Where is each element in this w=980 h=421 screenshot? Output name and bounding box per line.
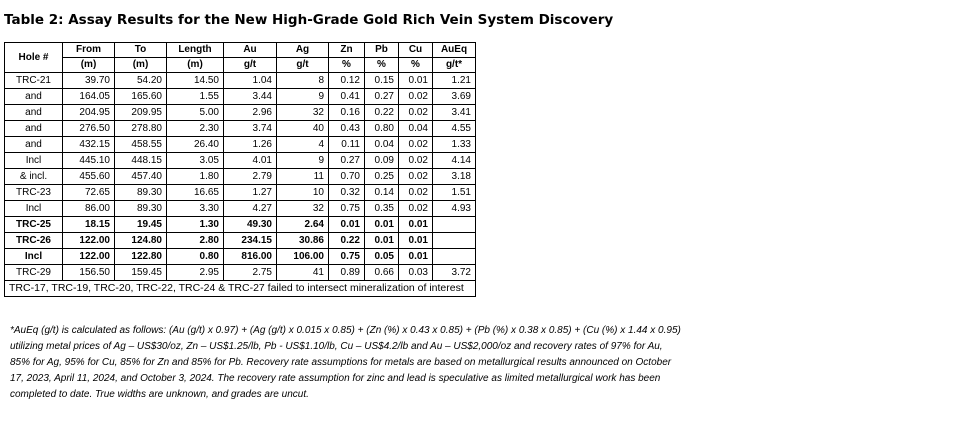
cell-from: 445.10: [63, 153, 115, 169]
cell-to: 89.30: [115, 185, 167, 201]
cell-zn: 0.75: [329, 249, 365, 265]
table-row: [5, 233, 476, 249]
cell-pb: 0.01: [365, 217, 399, 233]
cell-ag: 9: [277, 89, 329, 105]
cell-pb: 0.35: [365, 201, 399, 217]
cell-pb: 0.80: [365, 121, 399, 137]
cell-aueq: 1.33: [433, 137, 476, 153]
cell-to: 19.45: [115, 217, 167, 233]
footer-note: TRC-17, TRC-19, TRC-20, TRC-22, TRC-24 & TRC-27 failed to intersect mineralization of interest: [5, 281, 476, 297]
cell-length: 3.05: [167, 153, 224, 169]
header-hole: Hole #: [5, 43, 63, 73]
cell-cu: 0.03: [399, 265, 433, 281]
cell-length: 2.95: [167, 265, 224, 281]
cell-zn: 0.01: [329, 217, 365, 233]
header-ag: Ag: [277, 43, 329, 58]
cell-hole: and: [5, 121, 63, 137]
cell-to: 165.60: [115, 89, 167, 105]
cell-zn: 0.43: [329, 121, 365, 137]
cell-au: 3.44: [224, 89, 277, 105]
cell-au: 234.15: [224, 233, 277, 249]
cell-ag: 41: [277, 265, 329, 281]
cell-ag: 30.86: [277, 233, 329, 249]
cell-to: 122.80: [115, 249, 167, 265]
cell-from: 39.70: [63, 73, 115, 89]
cell-from: 156.50: [63, 265, 115, 281]
cell-cu: 0.02: [399, 89, 433, 105]
cell-hole: Incl: [5, 153, 63, 169]
cell-length: 16.65: [167, 185, 224, 201]
unit-to: (m): [115, 58, 167, 73]
cell-to: 458.55: [115, 137, 167, 153]
cell-pb: 0.01: [365, 233, 399, 249]
cell-hole: TRC-21: [5, 73, 63, 89]
table-title: Table 2: Assay Results for the New High-Grade Gold Rich Vein System Discovery: [4, 12, 614, 28]
cell-to: 89.30: [115, 201, 167, 217]
cell-aueq: 1.21: [433, 73, 476, 89]
cell-pb: 0.27: [365, 89, 399, 105]
cell-au: 3.74: [224, 121, 277, 137]
cell-from: 432.15: [63, 137, 115, 153]
cell-hole: Incl: [5, 249, 63, 265]
unit-ag: g/t: [277, 58, 329, 73]
cell-length: 0.80: [167, 249, 224, 265]
footnote-line: 85% for Ag, 95% for Cu, 85% for Zn and 85% for Pb. Recovery rate assumptions for metals are based on metallurgical results announced on October: [10, 357, 672, 368]
cell-hole: and: [5, 89, 63, 105]
cell-cu: 0.04: [399, 121, 433, 137]
cell-zn: 0.12: [329, 73, 365, 89]
unit-pb: %: [365, 58, 399, 73]
header-cu: Cu: [399, 43, 433, 58]
cell-au: 4.01: [224, 153, 277, 169]
header-au: Au: [224, 43, 277, 58]
cell-from: 72.65: [63, 185, 115, 201]
unit-aueq: g/t*: [433, 58, 476, 73]
table-row: [5, 121, 476, 137]
header-aueq: AuEq: [433, 43, 476, 58]
cell-cu: 0.01: [399, 217, 433, 233]
unit-au: g/t: [224, 58, 277, 73]
cell-ag: 32: [277, 105, 329, 121]
cell-length: 1.55: [167, 89, 224, 105]
cell-to: 448.15: [115, 153, 167, 169]
unit-zn: %: [329, 58, 365, 73]
cell-from: 18.15: [63, 217, 115, 233]
table-row: [5, 137, 476, 153]
header-pb: Pb: [365, 43, 399, 58]
cell-aueq: [433, 233, 476, 249]
cell-au: 1.27: [224, 185, 277, 201]
cell-aueq: 4.14: [433, 153, 476, 169]
cell-pb: 0.22: [365, 105, 399, 121]
cell-to: 54.20: [115, 73, 167, 89]
cell-ag: 32: [277, 201, 329, 217]
table-row: [5, 73, 476, 89]
cell-au: 2.79: [224, 169, 277, 185]
footnote-line: completed to date. True widths are unknown, and grades are uncut.: [10, 389, 309, 400]
cell-zn: 0.32: [329, 185, 365, 201]
cell-cu: 0.02: [399, 185, 433, 201]
table-row: [5, 153, 476, 169]
table-body: [5, 73, 476, 281]
cell-aueq: 4.93: [433, 201, 476, 217]
cell-aueq: 3.69: [433, 89, 476, 105]
cell-hole: and: [5, 105, 63, 121]
cell-length: 14.50: [167, 73, 224, 89]
assay-results-table: [4, 42, 476, 297]
cell-cu: 0.02: [399, 153, 433, 169]
cell-cu: 0.01: [399, 233, 433, 249]
cell-hole: Incl: [5, 201, 63, 217]
cell-pb: 0.15: [365, 73, 399, 89]
table-row: [5, 105, 476, 121]
cell-aueq: [433, 217, 476, 233]
cell-cu: 0.02: [399, 169, 433, 185]
cell-aueq: 3.41: [433, 105, 476, 121]
cell-zn: 0.27: [329, 153, 365, 169]
footnote-line: 17, 2023, April 11, 2024, and October 3, 2024. The recovery rate assumption for zinc and lead is speculative as limited metallurgical work has been: [10, 373, 661, 384]
header-length: Length: [167, 43, 224, 58]
cell-aueq: 3.18: [433, 169, 476, 185]
cell-hole: TRC-25: [5, 217, 63, 233]
header-row-top: [5, 43, 476, 58]
cell-pb: 0.66: [365, 265, 399, 281]
cell-length: 1.30: [167, 217, 224, 233]
cell-length: 3.30: [167, 201, 224, 217]
header-zn: Zn: [329, 43, 365, 58]
cell-to: 209.95: [115, 105, 167, 121]
cell-aueq: 3.72: [433, 265, 476, 281]
cell-hole: and: [5, 137, 63, 153]
cell-hole: & incl.: [5, 169, 63, 185]
unit-cu: %: [399, 58, 433, 73]
cell-au: 1.26: [224, 137, 277, 153]
cell-ag: 40: [277, 121, 329, 137]
table-row: [5, 201, 476, 217]
cell-ag: 11: [277, 169, 329, 185]
cell-au: 1.04: [224, 73, 277, 89]
cell-ag: 2.64: [277, 217, 329, 233]
cell-from: 276.50: [63, 121, 115, 137]
cell-pb: 0.04: [365, 137, 399, 153]
cell-au: 2.96: [224, 105, 277, 121]
cell-length: 2.30: [167, 121, 224, 137]
cell-to: 159.45: [115, 265, 167, 281]
cell-hole: TRC-23: [5, 185, 63, 201]
cell-aueq: 1.51: [433, 185, 476, 201]
cell-hole: TRC-29: [5, 265, 63, 281]
unit-from: (m): [63, 58, 115, 73]
aueq-footnote: [10, 323, 730, 403]
table-row: [5, 185, 476, 201]
cell-au: 4.27: [224, 201, 277, 217]
cell-length: 1.80: [167, 169, 224, 185]
cell-aueq: [433, 249, 476, 265]
footnote-line: utilizing metal prices of Ag – US$30/oz, Zn – US$1.25/lb, Pb - US$1.10/lb, Cu – US$4.2/lb and Au – US$2,000/oz and recovery rates of 97% for Au,: [10, 341, 663, 352]
cell-ag: 10: [277, 185, 329, 201]
cell-length: 26.40: [167, 137, 224, 153]
cell-length: 5.00: [167, 105, 224, 121]
cell-aueq: 4.55: [433, 121, 476, 137]
header-to: To: [115, 43, 167, 58]
table-row: [5, 217, 476, 233]
table-header: [5, 43, 476, 73]
cell-ag: 9: [277, 153, 329, 169]
cell-au: 2.75: [224, 265, 277, 281]
cell-from: 122.00: [63, 249, 115, 265]
cell-cu: 0.02: [399, 137, 433, 153]
cell-cu: 0.02: [399, 201, 433, 217]
cell-zn: 0.89: [329, 265, 365, 281]
cell-cu: 0.01: [399, 73, 433, 89]
cell-zn: 0.16: [329, 105, 365, 121]
cell-zn: 0.75: [329, 201, 365, 217]
cell-au: 816.00: [224, 249, 277, 265]
cell-hole: TRC-26: [5, 233, 63, 249]
cell-to: 124.80: [115, 233, 167, 249]
cell-ag: 8: [277, 73, 329, 89]
cell-pb: 0.25: [365, 169, 399, 185]
cell-au: 49.30: [224, 217, 277, 233]
cell-cu: 0.01: [399, 249, 433, 265]
cell-ag: 4: [277, 137, 329, 153]
cell-cu: 0.02: [399, 105, 433, 121]
table-row: [5, 249, 476, 265]
table-row: [5, 265, 476, 281]
cell-from: 455.60: [63, 169, 115, 185]
cell-pb: 0.09: [365, 153, 399, 169]
cell-zn: 0.22: [329, 233, 365, 249]
cell-pb: 0.14: [365, 185, 399, 201]
table-row: [5, 169, 476, 185]
header-from: From: [63, 43, 115, 58]
cell-from: 164.05: [63, 89, 115, 105]
footnote-line: *AuEq (g/t) is calculated as follows: (Au (g/t) x 0.97) + (Ag (g/t) x 0.015 x 0.85) + (Zn (%) x 0.43 x 0.85) + (Pb (%) x 0.38 x 0.85) + (Cu (%) x 1.44 x 0.95): [10, 325, 681, 336]
header-row-units: [5, 58, 476, 73]
cell-zn: 0.70: [329, 169, 365, 185]
cell-ag: 106.00: [277, 249, 329, 265]
cell-to: 278.80: [115, 121, 167, 137]
cell-to: 457.40: [115, 169, 167, 185]
unit-length: (m): [167, 58, 224, 73]
cell-zn: 0.11: [329, 137, 365, 153]
cell-pb: 0.05: [365, 249, 399, 265]
cell-from: 122.00: [63, 233, 115, 249]
cell-from: 204.95: [63, 105, 115, 121]
table-row: [5, 89, 476, 105]
footer-row: [5, 281, 476, 297]
cell-from: 86.00: [63, 201, 115, 217]
cell-length: 2.80: [167, 233, 224, 249]
cell-zn: 0.41: [329, 89, 365, 105]
